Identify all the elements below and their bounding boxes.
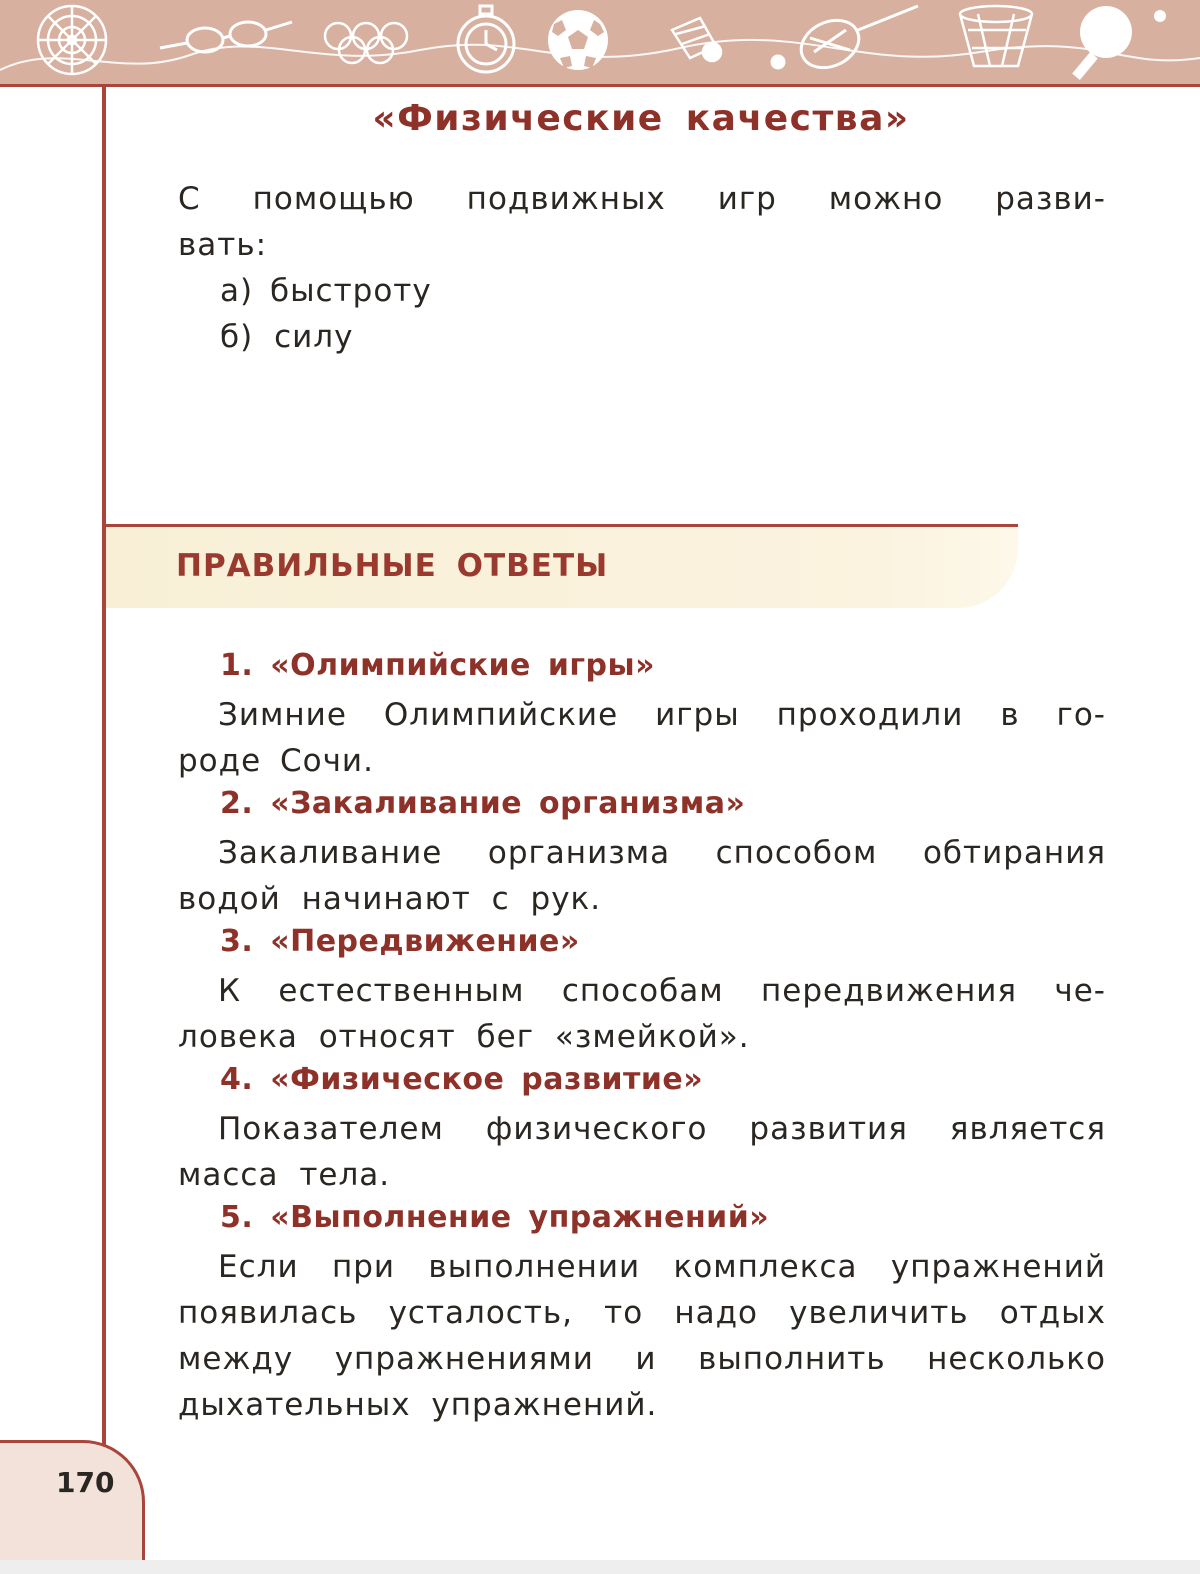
- answer-text-line: дыхательных упражнений.: [178, 1387, 658, 1423]
- bottom-strip: [0, 1560, 1200, 1574]
- answer-text-line: Если при выполнении комплекса упражнений: [218, 1249, 1106, 1285]
- margin-line: [102, 84, 106, 1464]
- sports-banner: [0, 0, 1200, 87]
- question-option: б) силу: [220, 319, 354, 355]
- basketball-hoop-icon: [960, 6, 1032, 66]
- page-corner: [0, 1440, 145, 1574]
- answer-heading: 5. «Выполнение упражнений»: [220, 1200, 770, 1235]
- answer-text-line: Зимние Олимпийские игры проходили в го-: [218, 697, 1106, 733]
- answer-text-line: масса тела.: [178, 1157, 391, 1193]
- answer-heading: 3. «Передвижение»: [220, 924, 580, 959]
- question-text-line: вать:: [178, 227, 268, 263]
- stopwatch-icon: [458, 6, 514, 72]
- answer-text-line: Показателем физического развития является: [218, 1111, 1106, 1147]
- answer-text-line: К естественным способам передвижения че-: [218, 973, 1106, 1009]
- question-title: «Физические качества»: [372, 98, 910, 139]
- olympic-rings-icon: [325, 23, 407, 63]
- soccer-ball-icon: [548, 10, 608, 70]
- question-option: а) быстроту: [220, 273, 432, 309]
- answer-text-line: ловека относят бег «змейкой».: [178, 1019, 750, 1055]
- question-text-line: С помощью подвижных игр можно разви-: [178, 181, 1106, 217]
- answer-text-line: водой начинают с рук.: [178, 881, 602, 917]
- answer-heading: 1. «Олимпийские игры»: [220, 648, 656, 683]
- answer-heading: 4. «Физическое развитие»: [220, 1062, 704, 1097]
- answer-text-line: между упражнениями и выполнить несколько: [178, 1341, 1106, 1377]
- answer-heading: 2. «Закаливание организма»: [220, 786, 746, 821]
- answers-section-title: ПРАВИЛЬНЫЕ ОТВЕТЫ: [176, 548, 609, 584]
- page-number: 170: [56, 1466, 115, 1499]
- banner-art: [0, 0, 1200, 84]
- answer-text-line: появилась усталость, то надо увеличить отдых: [178, 1295, 1106, 1331]
- dartboard-icon: [38, 6, 106, 74]
- ping-pong-paddle-icon: [1072, 6, 1166, 80]
- tennis-racket-icon: [772, 6, 918, 77]
- shuttlecock-icon: [672, 18, 721, 61]
- answer-text-line: Закаливание организма способом обтирания: [218, 835, 1106, 871]
- answer-text-line: роде Сочи.: [178, 743, 374, 779]
